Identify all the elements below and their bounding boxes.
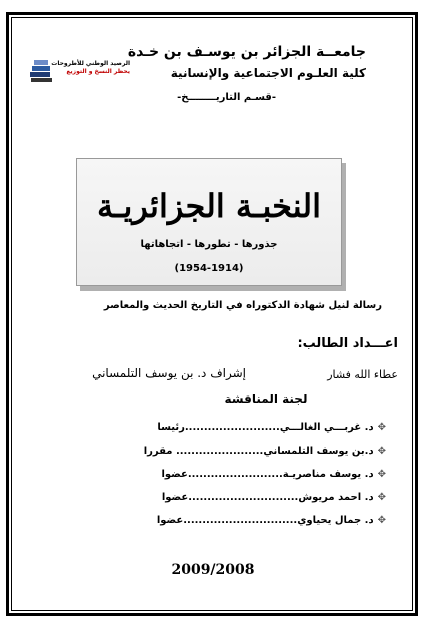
committee-member [157,422,386,433]
faculty-name: كلية العلـوم الاجتماعية والإنسانية [170,66,366,80]
committee-member [144,446,386,457]
period: (1954-1914) [174,263,244,274]
department-name: -قسـم التاريــــــــخ- [177,92,276,103]
university-name: جامعــة الجزائر بن يوسـف بن خـدة [127,44,366,60]
committee-member [162,492,386,503]
student-name: عطاء الله فشار [327,368,398,381]
logo-tagline: يحظر النسخ و التوزيع [66,68,130,75]
committee-member [157,515,386,526]
logo-name: الرصيد الوطني للأطروحات [51,60,130,67]
star-bullet-icon: ✥ [377,469,386,480]
main-title: النخبـة الجزائريـة [96,187,322,225]
logo-text [50,60,130,76]
title-panel [76,158,342,286]
member-text: د. جمال يحياوي..............................عضوا [156,515,374,526]
subtitle: جذورها - تطورها - اتجاهاتها [140,239,278,250]
academic-year: 2009/2008 [171,562,255,578]
star-bullet-icon: ✥ [377,492,386,503]
member-text: د. يوسف مناصريـة.........................عضوا [161,469,374,480]
member-text: د.بن يوسف التلمساني....................... مقررا [143,446,374,457]
star-bullet-icon: ✥ [377,515,386,526]
member-text: د. احمد مريوش.............................عضوا [161,492,374,503]
committee-member [161,469,386,480]
member-text: د. غربـــي الغالـــي.........................رئيسا [157,422,374,433]
star-bullet-icon: ✥ [377,446,386,457]
supervisor: إشراف د. بن يوسف التلمساني [92,366,246,380]
star-bullet-icon: ✥ [377,422,386,433]
committee-title: لجنة المناقشة [224,392,308,406]
thesis-line: رسالة لنيل شهادة الدكتوراه في التاريخ الحديث والمعاصر [103,300,382,311]
student-label: اعـــداد الطالب: [297,336,398,351]
